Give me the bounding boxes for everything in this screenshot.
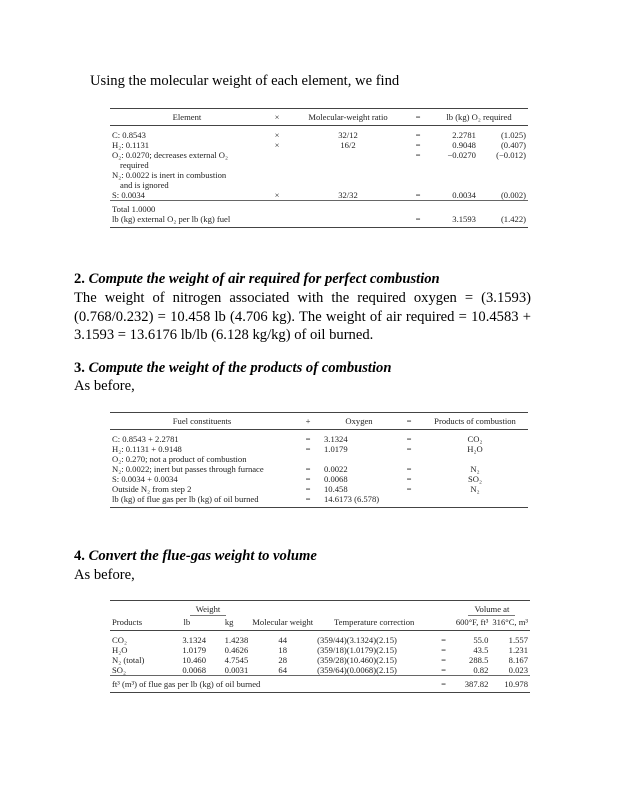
- col-products: Products: [110, 616, 166, 631]
- group-weight: Weight: [166, 601, 251, 617]
- products-table: [110, 412, 528, 508]
- table-row: and is ignored: [120, 180, 169, 190]
- table-row: N₂: 0.0022 is inert in combustion: [112, 170, 227, 180]
- step2-heading: 2. Compute the weight of air required for perfect combustion: [74, 271, 440, 287]
- table-row: H₂: 0.1131 + 0.9148 = 1.0179 = H₂O: [112, 444, 483, 454]
- table-row: S: 0.0034 × 32/32 = 0.0034 (0.002): [112, 190, 526, 200]
- col-temperature-correction: Temperature correction: [315, 616, 433, 631]
- total-row: Total 1.0000: [110, 201, 528, 215]
- group-volume: Volume at: [454, 601, 530, 617]
- table-row: required: [120, 160, 149, 170]
- final-row: lb (kg) external O₂ per lb (kg) fuel = 3.1593 (1.422): [110, 214, 528, 228]
- col-products: Products of combustion: [422, 413, 528, 430]
- table-row: O₂: 0.0270; decreases external O₂ = −0.0270 (−0.012): [112, 150, 526, 160]
- step4-heading: 4. Convert the flue-gas weight to volume: [74, 548, 317, 564]
- step2-body: The weight of nitrogen associated with the required oxygen = (3.1593) (0.768/0.232) = 10.458 lb (4.706 kg). The weight of air required = 10.4583 + 3.1593 = 13.6176 lb/lb (6.128 kg/kg) of oil burned.: [74, 290, 531, 343]
- col-plus: +: [294, 413, 322, 430]
- table-row: O₂: 0.270; not a product of combustion: [112, 454, 247, 464]
- col-fuel: Fuel constituents: [110, 413, 294, 430]
- oxygen-required-table: [110, 108, 528, 228]
- col-equals: =: [406, 109, 430, 126]
- step3-heading: 3. Compute the weight of the products of combustion: [74, 360, 392, 376]
- table-row: S: 0.0034 + 0.0034 = 0.0068 = SO₂: [112, 474, 482, 484]
- col-oxygen: Oxygen: [322, 413, 396, 430]
- table-row: C: 0.8543 × 32/12 = 2.2781 (1.025): [112, 130, 526, 140]
- col-times: ×: [264, 109, 290, 126]
- table-row: Outside N₂ from step 2 = 10.458 = N₂: [112, 484, 480, 494]
- table-row: N₂: 0.0022; inert but passes through furnace = 0.0022 = N₂: [112, 464, 480, 474]
- col-lb: lb: [166, 616, 208, 631]
- col-element: Element: [110, 109, 264, 126]
- step3-body: As before,: [74, 378, 135, 394]
- col-equals: =: [396, 413, 422, 430]
- col-ratio: Molecular-weight ratio: [290, 109, 406, 126]
- intro-text: Using the molecular weight of each element, we find: [90, 73, 400, 89]
- step4-body: As before,: [74, 567, 135, 583]
- table-row: CO₂ 3.1324 1.4238 44 (359/44)(3.1324)(2.15) = 55.0 1.557: [112, 635, 528, 645]
- flue-gas-volume-table: [110, 600, 530, 693]
- final-row: ft³ (m³) of flue gas per lb (kg) of oil burned = 387.82 10.978: [110, 676, 530, 693]
- col-ft3: 600°F, ft³: [454, 616, 491, 631]
- table-row: lb (kg) of flue gas per lb (kg) of oil burned = 14.6173 (6.578): [110, 494, 528, 508]
- col-o2-required: lb (kg) O₂ required: [430, 109, 528, 126]
- col-m3: 316°C, m³: [490, 616, 530, 631]
- table-row: N₂ (total) 10.460 4.7545 28 (359/28)(10.460)(2.15) = 288.5 8.167: [112, 655, 528, 665]
- group-molecular-weight: Molecular weight: [250, 601, 315, 631]
- table-row: C: 0.8543 + 2.2781 = 3.1324 = CO₂: [112, 434, 483, 444]
- table-row: H₂: 0.1131 × 16/2 = 0.9048 (0.407): [112, 140, 526, 150]
- table-row: H₂O 1.0179 0.4626 18 (359/18)(1.0179)(2.15) = 43.5 1.231: [112, 645, 528, 655]
- table-row: SO₂ 0.0068 0.0031 64 (359/64)(0.0068)(2.15) = 0.82 0.023: [112, 665, 528, 675]
- col-kg: kg: [208, 616, 250, 631]
